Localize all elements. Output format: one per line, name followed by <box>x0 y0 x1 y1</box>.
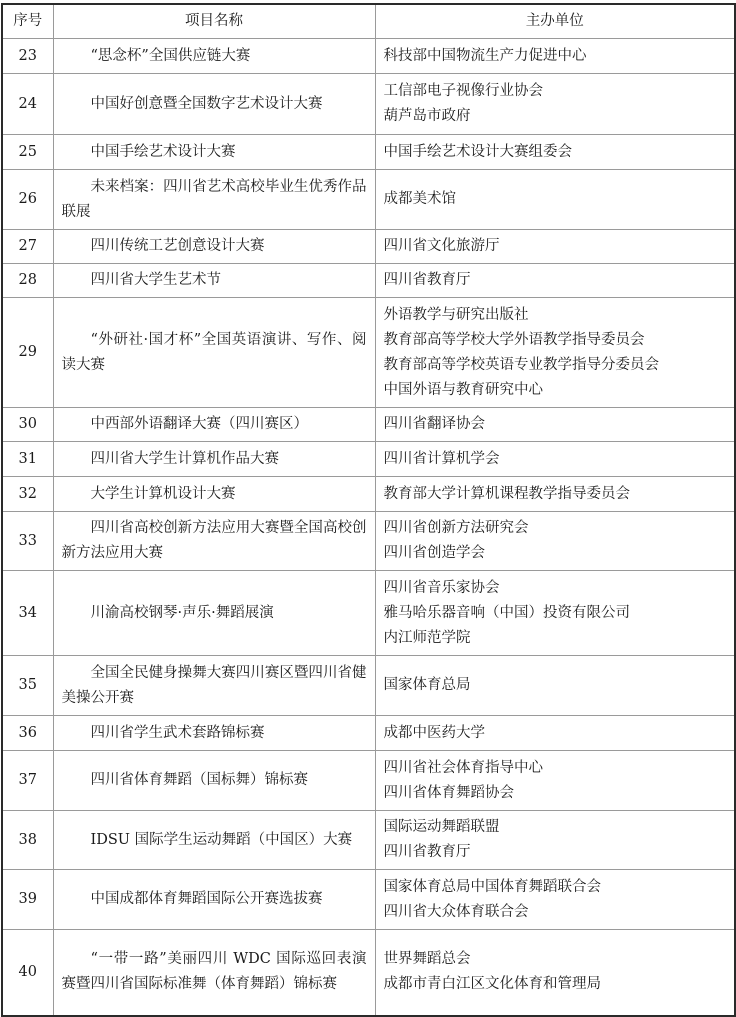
organizer-name: 科技部中国物流生产力促进中心 <box>383 47 587 64</box>
project-name-cell <box>53 442 375 477</box>
organizer-name: 成都美术馆 <box>383 191 456 207</box>
organizer-name: 内江师范学院 <box>383 629 471 646</box>
organizer-name: 四川省教育厅 <box>383 844 471 860</box>
header-index: 序号 <box>2 4 53 39</box>
project-name: IDSU 国际学生运动舞蹈（中国区）大赛 <box>90 831 353 848</box>
project-name-cell <box>53 477 375 512</box>
organizer-name: 四川省大众体育联合会 <box>383 903 529 920</box>
organizer-cell <box>375 477 735 512</box>
project-name-cell <box>53 870 375 930</box>
row-index: 28 <box>2 264 53 298</box>
organizer-name: 中国外语与教育研究中心 <box>383 381 543 398</box>
competition-table <box>1 3 736 1017</box>
row-index: 39 <box>2 870 53 930</box>
row-index: 27 <box>2 230 53 264</box>
organizer-name: 外语教学与研究出版社 <box>383 306 529 323</box>
organizer-cell <box>375 811 735 870</box>
project-name-cell <box>53 811 375 870</box>
organizer-name: 四川省社会体育指导中心 <box>383 759 543 776</box>
project-name-cell <box>53 571 375 656</box>
row-index: 31 <box>2 442 53 477</box>
organizer-name: 教育部高等学校英语专业教学指导分委员会 <box>383 356 659 373</box>
project-name: 四川省大学生计算机作品大赛 <box>90 450 279 467</box>
organizer-name: 四川省计算机学会 <box>383 450 500 467</box>
organizer-name: 成都市青白江区文化体育和管理局 <box>383 976 601 993</box>
table-header-row <box>2 4 735 39</box>
row-index: 36 <box>2 716 53 751</box>
row-index: 35 <box>2 656 53 716</box>
table-row <box>2 135 735 170</box>
row-index: 25 <box>2 135 53 170</box>
organizer-name: 四川省音乐家协会 <box>383 579 500 596</box>
project-name-cell <box>53 656 375 716</box>
organizer-name: 国家体育总局 <box>383 677 471 693</box>
project-name-cell <box>53 930 375 1016</box>
organizer-cell <box>375 39 735 74</box>
project-name: 中国手绘艺术设计大赛 <box>90 143 236 160</box>
organizer-name: 雅马哈乐器音响（中国）投资有限公司 <box>383 604 630 621</box>
table-row <box>2 39 735 74</box>
project-name: 中国好创意暨全国数字艺术设计大赛 <box>90 95 323 112</box>
organizer-name: 成都中医药大学 <box>383 724 485 741</box>
organizer-cell <box>375 170 735 230</box>
organizer-cell <box>375 716 735 751</box>
project-name: “外研社·国才杯”全国英语演讲、写作、阅读大赛 <box>61 331 367 373</box>
table-row <box>2 264 735 298</box>
project-name: 中国成都体育舞蹈国际公开赛选拔赛 <box>90 891 323 907</box>
row-index: 37 <box>2 751 53 811</box>
organizer-name: 国际运动舞蹈联盟 <box>383 819 500 835</box>
table-row <box>2 170 735 230</box>
header-organizer: 主办单位 <box>375 4 735 39</box>
table-row <box>2 930 735 1016</box>
table-row <box>2 716 735 751</box>
table-row <box>2 442 735 477</box>
project-name-cell <box>53 135 375 170</box>
organizer-cell <box>375 442 735 477</box>
organizer-name: 教育部大学计算机课程教学指导委员会 <box>383 485 630 502</box>
project-name: 全国全民健身操舞大赛四川赛区暨四川省健美操公开赛 <box>61 664 367 706</box>
project-name-cell <box>53 716 375 751</box>
organizer-name: 四川省创新方法研究会 <box>383 520 529 536</box>
project-name: 未来档案：四川省艺术高校毕业生优秀作品联展 <box>61 178 367 220</box>
project-name-cell <box>53 170 375 230</box>
organizer-cell <box>375 74 735 135</box>
organizer-name: 工信部电子视像行业协会 <box>383 83 543 99</box>
project-name-cell <box>53 264 375 298</box>
organizer-name: 四川省教育厅 <box>383 272 471 288</box>
project-name: 四川省高校创新方法应用大赛暨全国高校创新方法应用大赛 <box>61 520 367 561</box>
organizer-name: 四川省体育舞蹈协会 <box>383 784 514 801</box>
organizer-name: 中国手绘艺术设计大赛组委会 <box>383 143 572 160</box>
table-row <box>2 298 735 408</box>
organizer-cell <box>375 230 735 264</box>
project-name-cell <box>53 751 375 811</box>
organizer-cell <box>375 264 735 298</box>
organizer-name: 四川省创造学会 <box>383 545 485 561</box>
organizer-cell <box>375 571 735 656</box>
organizer-cell <box>375 298 735 408</box>
organizer-name: 教育部高等学校大学外语教学指导委员会 <box>383 331 645 348</box>
row-index: 26 <box>2 170 53 230</box>
organizer-cell <box>375 751 735 811</box>
row-index: 33 <box>2 512 53 571</box>
project-name: 四川传统工艺创意设计大赛 <box>90 238 265 254</box>
table-row <box>2 477 735 512</box>
organizer-name: 四川省翻译协会 <box>383 416 485 432</box>
project-name-cell <box>53 298 375 408</box>
table-row <box>2 230 735 264</box>
project-name: 大学生计算机设计大赛 <box>90 485 236 502</box>
project-name: 中西部外语翻译大赛（四川赛区） <box>90 416 308 432</box>
project-name: 四川省大学生艺术节 <box>90 272 221 288</box>
project-name-cell <box>53 39 375 74</box>
table-row <box>2 408 735 442</box>
row-index: 30 <box>2 408 53 442</box>
row-index: 23 <box>2 39 53 74</box>
project-name-cell <box>53 74 375 135</box>
organizer-name: 四川省文化旅游厅 <box>383 238 500 254</box>
row-index: 34 <box>2 571 53 656</box>
row-index: 24 <box>2 74 53 135</box>
project-name: “一带一路”美丽四川 WDC 国际巡回表演赛暨四川省国际标准舞（体育舞蹈）锦标赛 <box>61 951 367 993</box>
project-name: “思念杯”全国供应链大赛 <box>90 47 251 64</box>
table-row <box>2 870 735 930</box>
project-name: 川渝高校钢琴·声乐·舞蹈展演 <box>90 604 274 621</box>
header-project-name: 项目名称 <box>53 4 375 39</box>
organizer-name: 葫芦岛市政府 <box>383 108 471 124</box>
project-name-cell <box>53 512 375 571</box>
organizer-cell <box>375 656 735 716</box>
row-index: 32 <box>2 477 53 512</box>
row-index: 29 <box>2 298 53 408</box>
table-row <box>2 656 735 716</box>
organizer-cell <box>375 930 735 1016</box>
organizer-cell <box>375 512 735 571</box>
organizer-cell <box>375 408 735 442</box>
table-row <box>2 751 735 811</box>
row-index: 38 <box>2 811 53 870</box>
table-row <box>2 571 735 656</box>
organizer-cell <box>375 870 735 930</box>
table-row <box>2 512 735 571</box>
organizer-cell <box>375 135 735 170</box>
organizer-name: 国家体育总局中国体育舞蹈联合会 <box>383 878 601 895</box>
table-row <box>2 811 735 870</box>
project-name: 四川省体育舞蹈（国标舞）锦标赛 <box>90 772 308 788</box>
organizer-name: 世界舞蹈总会 <box>383 951 471 968</box>
project-name-cell <box>53 408 375 442</box>
row-index: 40 <box>2 930 53 1016</box>
project-name: 四川省学生武术套路锦标赛 <box>90 724 265 741</box>
project-name-cell <box>53 230 375 264</box>
table-row <box>2 74 735 135</box>
